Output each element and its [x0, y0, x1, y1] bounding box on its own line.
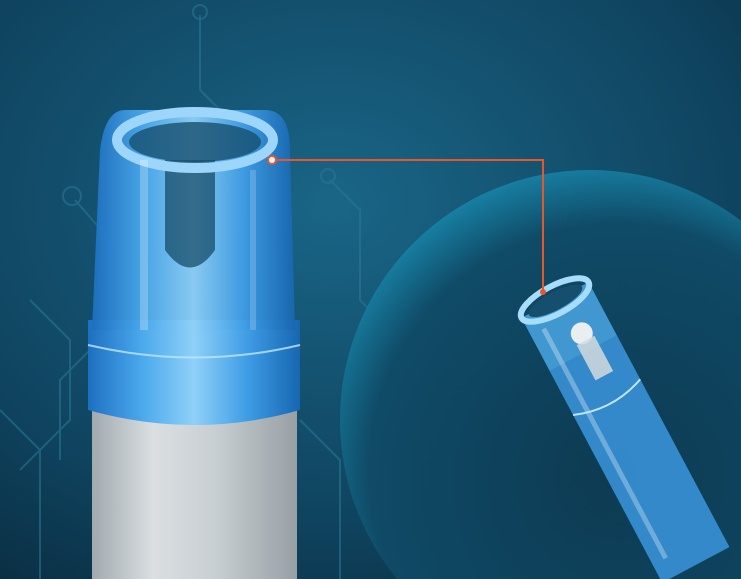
large-tube	[88, 110, 300, 579]
